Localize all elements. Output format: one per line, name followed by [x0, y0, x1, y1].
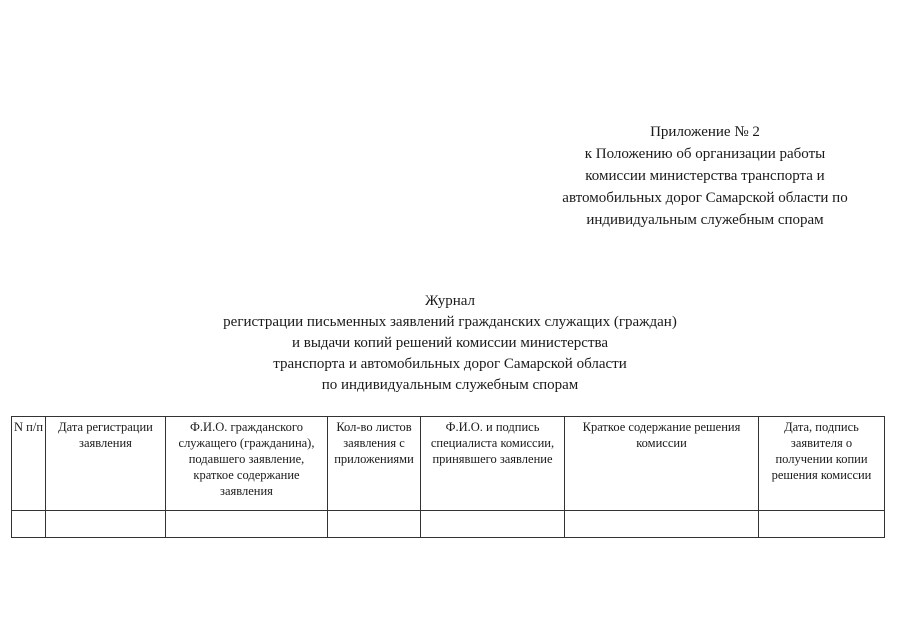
journal-title: Журнал	[424, 293, 475, 309]
header-receipt-signature: Дата, подпись заявителя о получении копии решения комиссии	[759, 417, 885, 511]
appendix-line: автомобильных дорог Самарской области по	[562, 190, 848, 206]
journal-subtitle-line: по индивидуальным служебным спорам	[321, 377, 579, 393]
table-cell	[565, 511, 759, 538]
table-cell	[759, 511, 885, 538]
header-number: N п/п	[12, 417, 46, 511]
header-decision-summary: Краткое содержание решения комиссии	[565, 417, 759, 511]
table-cell	[12, 511, 46, 538]
table-header-row	[12, 417, 885, 511]
header-sheet-count: Кол-во листов заявления с приложениями	[328, 417, 421, 511]
journal-subtitle-line: транспорта и автомобильных дорог Самарской области	[273, 356, 627, 372]
journal-subtitle-line: и выдачи копий решений комиссии министерства	[291, 335, 609, 351]
header-registration-date: Дата регистрации заявления	[46, 417, 166, 511]
journal-title-block	[150, 291, 750, 396]
appendix-line: индивидуальным служебным спорам	[586, 212, 824, 228]
appendix-line: комиссии министерства транспорта и	[585, 168, 825, 184]
appendix-line: к Положению об организации работы	[584, 146, 826, 162]
table-row	[12, 511, 885, 538]
journal-subtitle-line: регистрации письменных заявлений гражданских служащих (граждан)	[223, 314, 677, 330]
header-specialist: Ф.И.О. и подпись специалиста комиссии, принявшего заявление	[421, 417, 565, 511]
table-cell	[421, 511, 565, 538]
header-applicant: Ф.И.О. гражданского служащего (гражданина), подавшего заявление, краткое содержание заявления	[166, 417, 328, 511]
registration-table	[11, 416, 885, 538]
appendix-heading	[530, 121, 880, 231]
table-cell	[46, 511, 166, 538]
appendix-line: Приложение № 2	[650, 124, 760, 140]
table-cell	[328, 511, 421, 538]
table-cell	[166, 511, 328, 538]
